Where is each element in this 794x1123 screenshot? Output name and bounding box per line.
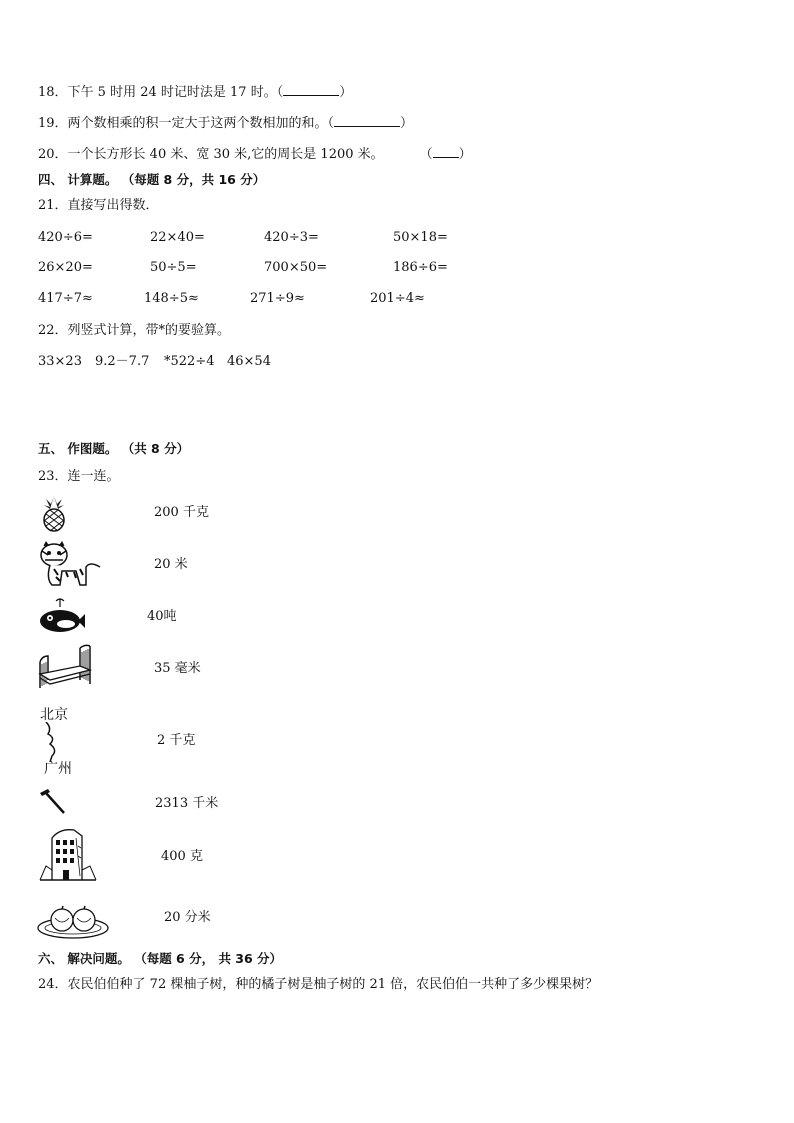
vertical-calc-item: 33×23 [38, 354, 82, 369]
calc-item: 148÷5≈ [144, 291, 199, 306]
answer-blank-18[interactable] [283, 83, 339, 96]
question-20-close: ） [458, 147, 472, 162]
section-6-title: 六、 解决问题。 （每题 6 分， 共 36 分） [38, 951, 283, 966]
section-4-title: 四、 计算题。 （每题 8 分，共 16 分） [38, 172, 266, 187]
answer-blank-20[interactable] [433, 145, 459, 158]
question-21: 21．直接写出得数． [38, 198, 159, 213]
calc-item: 201÷4≈ [370, 291, 425, 306]
vertical-calc-item: 46×54 [227, 354, 271, 369]
measure-label: 35 毫米 [154, 661, 201, 676]
calc-item: 417÷7≈ [38, 291, 93, 306]
calc-item: 420÷3= [264, 230, 319, 245]
question-22: 22．列竖式计算，带*的要验算。 [38, 323, 231, 338]
nail-icon [38, 787, 68, 817]
question-19-text: 19．两个数相乘的积一定大于这两个数相加的和。（ [38, 116, 335, 131]
question-24: 24．农民伯伯种了 72 棵柚子树，种的橘子树是柚子树的 21 倍，农民伯伯一共种了多少棵果树？ [38, 977, 599, 992]
measure-label: 2313 千米 [155, 796, 219, 811]
building-icon [38, 826, 98, 882]
calc-item: 186÷6= [393, 260, 448, 275]
question-18-close: ） [339, 85, 353, 100]
fruit-plate-icon [36, 896, 110, 940]
whale-icon [36, 597, 86, 635]
calc-item: 420÷6= [38, 230, 93, 245]
calc-item: 26×20= [38, 260, 93, 275]
question-20-open: （ [419, 147, 433, 162]
question-18-text: 18．下午 5 时用 24 时记时法是 17 时。（ [38, 85, 284, 100]
answer-blank-19[interactable] [334, 114, 400, 127]
section-5-title: 五、 作图题。 （共 8 分） [38, 441, 190, 456]
map-route-icon [36, 704, 80, 778]
pineapple-icon [36, 494, 72, 532]
question-20-text: 20．一个长方形长 40 米、宽 30 米,它的周长是 1200 米。 [38, 147, 384, 162]
calc-item: 50÷5= [150, 260, 197, 275]
measure-label: 2 千克 [157, 733, 196, 748]
calc-item: 271÷9≈ [250, 291, 305, 306]
measure-label: 20 分米 [164, 910, 211, 925]
measure-label: 40吨 [147, 609, 177, 624]
question-19 [38, 114, 413, 133]
question-18 [38, 83, 352, 102]
measure-label: 400 克 [161, 849, 203, 864]
vertical-calc-item: *522÷4 [164, 354, 215, 369]
bed-icon [36, 644, 94, 690]
map-label-guangzhou: 广州 [44, 761, 72, 777]
calc-item: 700×50= [264, 260, 328, 275]
question-23: 23．连一连。 [38, 469, 120, 484]
map-label-beijing: 北京 [40, 707, 68, 723]
calc-item: 22×40= [150, 230, 205, 245]
question-20 [38, 145, 472, 164]
measure-label: 20 米 [154, 557, 188, 572]
question-19-close: ） [400, 116, 414, 131]
tiger-icon [36, 541, 102, 587]
vertical-calc-item: 9.2－7.7 [95, 354, 150, 369]
calc-item: 50×18= [393, 230, 448, 245]
measure-label: 200 千克 [154, 505, 209, 520]
